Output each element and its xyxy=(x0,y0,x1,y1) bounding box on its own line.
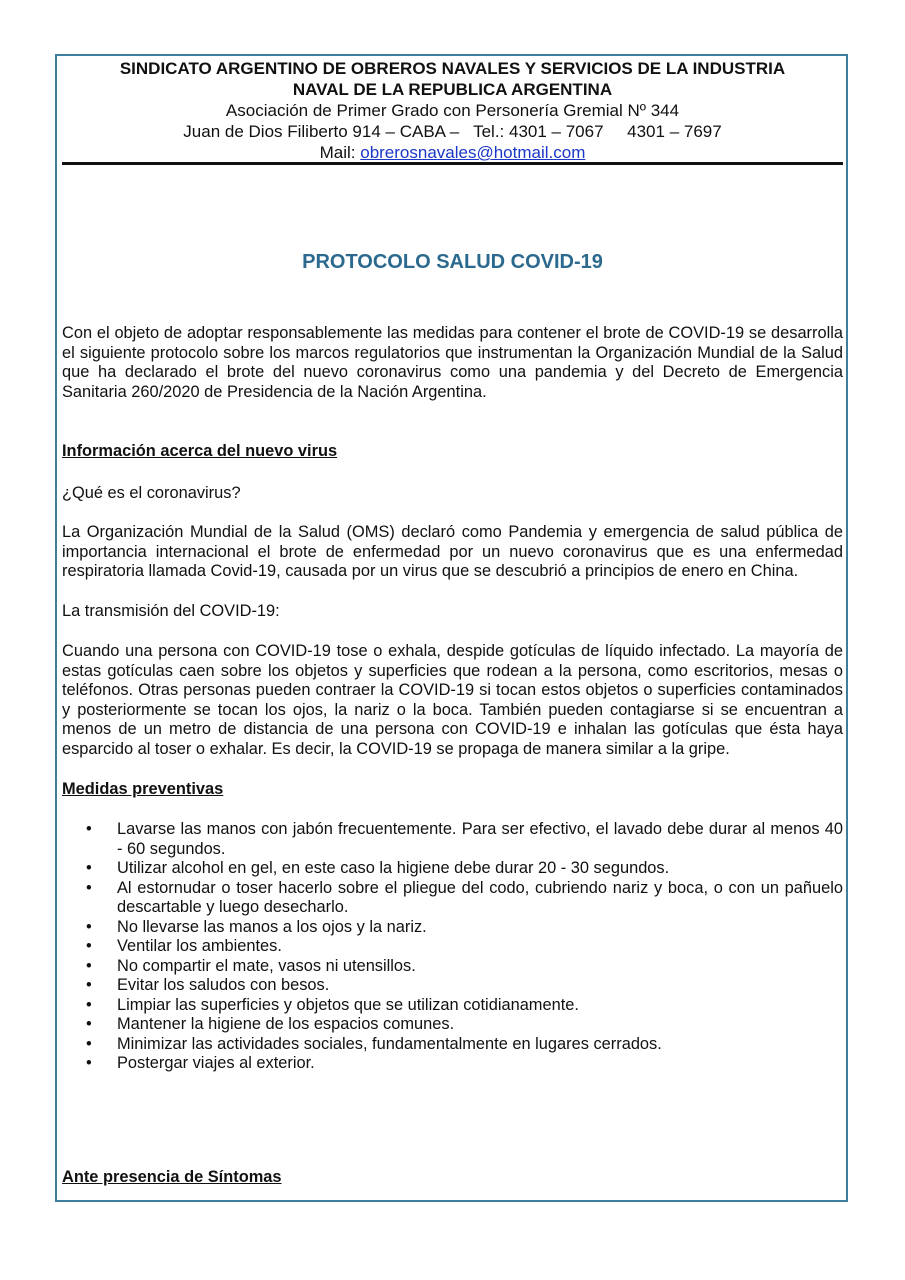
list-item-text: No compartir el mate, vasos ni utensillos. xyxy=(117,956,416,975)
section-info-heading: Información acerca del nuevo virus xyxy=(62,442,338,460)
answer-block xyxy=(62,523,843,582)
intro-block xyxy=(62,324,843,402)
letterhead xyxy=(62,58,843,163)
list-item-text: Postergar viajes al exterior. xyxy=(117,1054,315,1072)
list-item xyxy=(62,937,843,957)
bullet-icon: • xyxy=(86,878,92,897)
bullet-icon: • xyxy=(86,1034,92,1053)
list-item xyxy=(62,1054,843,1074)
list-item xyxy=(62,859,843,879)
list-item xyxy=(62,1035,843,1055)
bullet-icon: • xyxy=(86,917,92,936)
list-item xyxy=(62,957,843,977)
bullet-icon: • xyxy=(86,859,92,877)
transmission-block xyxy=(62,642,843,759)
association-line: Asociación de Primer Grado con Personería Gremial Nº 344 xyxy=(225,101,680,120)
bullet-icon: • xyxy=(86,937,92,955)
list-item-text: Mantener la higiene de los espacios comunes. xyxy=(117,1015,455,1033)
union-name-line2: NAVAL DE LA REPUBLICA ARGENTINA xyxy=(292,80,613,99)
union-name-line1: SINDICATO ARGENTINO DE OBREROS NAVALES Y SERVICIOS DE LA INDUSTRIA xyxy=(119,59,786,78)
intro-paragraph: Con el objeto de adoptar responsablemente las medidas para contener el brote de COVID-19 se desarrolla el siguiente protocolo sobre los marcos regulatorios que instrumentan la Organización Mundial de la Salud que ha declarado el brote del nuevo coronavirus como una pandemia y del Decreto de Emergencia Sanitaria 260/2020 de Presidencia de la Nación Argentina. xyxy=(62,324,843,401)
list-item-text: Lavarse las manos con jabón frecuentemente. Para ser efectivo, el lavado debe durar al menos 40 - 60 segundos. xyxy=(117,820,843,858)
list-item-text: Minimizar las actividades sociales, fundamentalmente en lugares cerrados. xyxy=(117,1034,662,1053)
question-text: ¿Qué es el coronavirus? xyxy=(62,484,241,502)
transmission-label: La transmisión del COVID-19: xyxy=(62,602,280,620)
section-measures-heading: Medidas preventivas xyxy=(62,780,224,798)
mail-line xyxy=(62,142,843,163)
section-symptoms-heading: Ante presencia de Síntomas xyxy=(62,1168,282,1186)
address-line: Juan de Dios Filiberto 914 – CABA – Tel.: 4301 – 7067 4301 – 7697 xyxy=(183,122,722,141)
document-title: PROTOCOLO SALUD COVID-19 xyxy=(302,251,603,273)
bullet-icon: • xyxy=(86,976,92,994)
answer-paragraph: La Organización Mundial de la Salud (OMS) declaró como Pandemia y emergencia de salud pública de importancia internacional el brote de enfermedad por un nuevo coronavirus que es una enfermedad respiratoria llamada Covid-19, causada por un virus que se descubrió a principios de enero en China. xyxy=(62,523,843,580)
list-item-text: Limpiar las superficies y objetos que se utilizan cotidianamente. xyxy=(117,995,579,1014)
list-item xyxy=(62,996,843,1016)
list-item-text: Utilizar alcohol en gel, en este caso la higiene debe durar 20 - 30 segundos. xyxy=(117,859,670,877)
list-item xyxy=(62,1015,843,1035)
section-info-heading-block xyxy=(62,442,843,462)
transmission-label-block xyxy=(62,602,843,622)
list-item xyxy=(62,918,843,938)
bullet-icon: • xyxy=(86,995,92,1014)
list-item-text: Al estornudar o toser hacerlo sobre el pliegue del codo, cubriendo nariz y boca, o con un pañuelo descartable y luego desecharlo. xyxy=(117,878,843,916)
list-item-text: No llevarse las manos a los ojos y la nariz. xyxy=(117,917,427,936)
question-block xyxy=(62,484,843,504)
bullet-icon: • xyxy=(86,1015,92,1033)
bullet-icon: • xyxy=(86,956,92,975)
list-item-text: Evitar los saludos con besos. xyxy=(117,976,330,994)
mail-label: Mail: xyxy=(319,143,361,162)
list-item xyxy=(62,879,843,918)
list-item xyxy=(62,820,843,859)
section-symptoms-heading-block xyxy=(62,1168,843,1188)
header-divider xyxy=(62,162,843,165)
email-link[interactable]: obrerosnavales@hotmail.com xyxy=(360,143,586,162)
bullet-icon: • xyxy=(86,1054,92,1072)
section-measures-heading-block xyxy=(62,780,843,800)
preventive-measures-list xyxy=(62,820,843,1074)
bullet-icon: • xyxy=(86,820,92,838)
list-item xyxy=(62,976,843,996)
transmission-paragraph: Cuando una persona con COVID-19 tose o exhala, despide gotículas de líquido infectado. La mayoría de estas gotículas caen sobre los objetos y superficies que rodean a la persona, como escritorios, mesas o teléfonos. Otras personas pueden contraer la COVID-19 si tocan estos objetos o superficies contaminados y posteriormente se tocan los ojos, la nariz o la boca. También pueden contagiarse si se encuentran a menos de un metro de distancia de una persona con COVID-19 e inhalan las gotículas que ésta haya esparcido al toser o exhalar. Es decir, la COVID-19 se propaga de manera similar a la gripe. xyxy=(62,642,843,758)
list-item-text: Ventilar los ambientes. xyxy=(117,937,282,955)
